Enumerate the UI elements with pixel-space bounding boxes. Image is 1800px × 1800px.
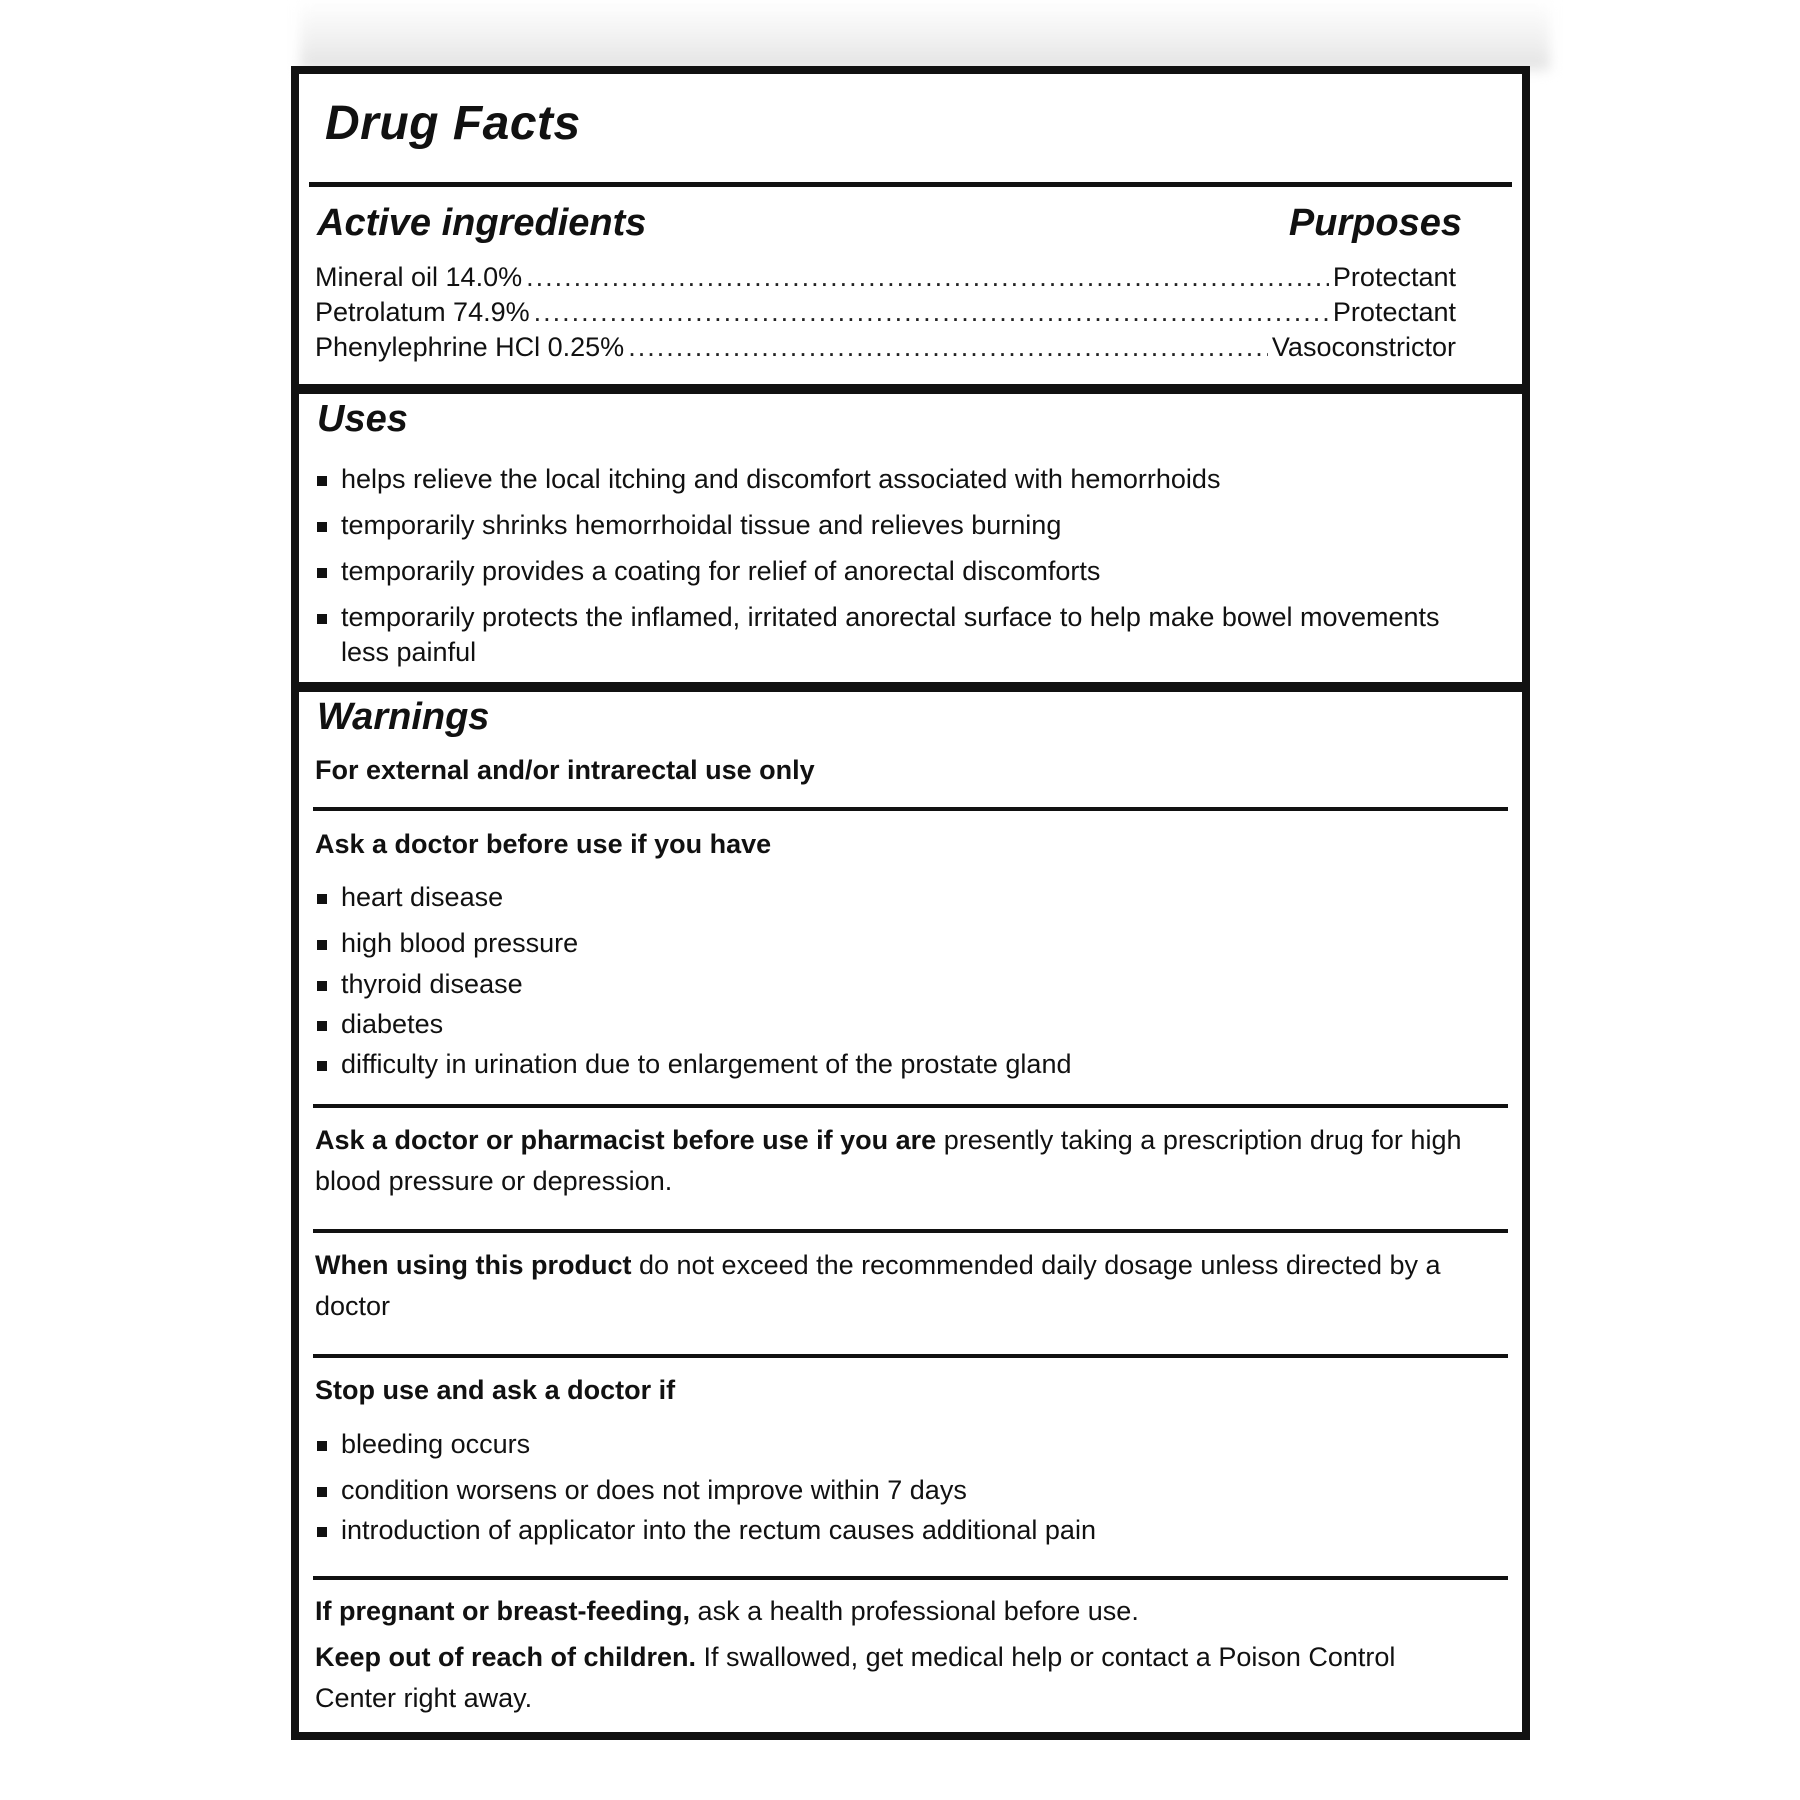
- ask-pharmacist-text: presently taking a prescription drug for high blood pressure or depression.: [315, 1125, 1462, 1196]
- list-item: bleeding occurs: [315, 1427, 1462, 1462]
- subsection-divider: [313, 1104, 1508, 1108]
- stop-use-heading: Stop use and ask a doctor if: [315, 1375, 676, 1405]
- ingredient-row: [315, 260, 1456, 294]
- top-shadow: [300, 0, 1550, 70]
- subsection-divider: [313, 1229, 1508, 1233]
- list-item: temporarily shrinks hemorrhoidal tissue and relieves burning: [315, 508, 1462, 543]
- ingredient-row: [315, 295, 1456, 329]
- ask-doctor-list: [315, 880, 1462, 1082]
- subsection-divider: [313, 1576, 1508, 1580]
- ingredient-name: Phenylephrine HCl 0.25%: [315, 332, 625, 362]
- ingredient-purpose: Protectant: [1332, 262, 1456, 292]
- ingredient-name: Mineral oil 14.0%: [315, 262, 523, 292]
- section-divider: [299, 384, 1522, 394]
- list-item: temporarily protects the inflamed, irritated anorectal surface to help make bowel movements less painful: [315, 600, 1462, 670]
- stop-use-list: [315, 1427, 1462, 1548]
- purposes-heading: Purposes: [1288, 202, 1462, 244]
- ask-doctor-heading: Ask a doctor before use if you have: [315, 829, 772, 859]
- children-text: If swallowed, get medical help or contact a Poison Control Center right away.: [315, 1642, 1396, 1713]
- ask-pharmacist-lead: Ask a doctor or pharmacist before use if you are: [315, 1125, 937, 1155]
- drug-facts-title: Drug Facts: [325, 97, 581, 150]
- active-ingredients-heading: Active ingredients: [317, 202, 647, 244]
- subsection-divider: [313, 807, 1508, 811]
- list-item: thyroid disease: [315, 967, 1462, 1002]
- warnings-heading: Warnings: [317, 696, 490, 738]
- pregnancy-text: ask a health professional before use.: [690, 1596, 1139, 1626]
- list-item: condition worsens or does not improve within 7 days: [315, 1473, 1462, 1508]
- list-item: temporarily provides a coating for relief of anorectal discomforts: [315, 554, 1462, 589]
- leader-dots: [534, 295, 1329, 329]
- list-item: high blood pressure: [315, 926, 1462, 961]
- uses-list: [315, 462, 1462, 670]
- list-item: heart disease: [315, 880, 1462, 915]
- ask-pharmacist-paragraph: [315, 1120, 1462, 1202]
- uses-heading: Uses: [317, 398, 408, 440]
- pregnancy-paragraph: [315, 1591, 1462, 1632]
- subsection-divider: [313, 1354, 1508, 1358]
- children-paragraph: [315, 1637, 1462, 1719]
- leader-dots: [628, 330, 1268, 364]
- list-item: introduction of applicator into the rectum causes additional pain: [315, 1513, 1462, 1548]
- when-using-text: do not exceed the recommended daily dosage unless directed by a doctor: [315, 1250, 1441, 1321]
- section-divider: [299, 682, 1522, 692]
- when-using-paragraph: [315, 1245, 1462, 1327]
- list-item: diabetes: [315, 1007, 1462, 1042]
- leader-dots: [526, 260, 1329, 294]
- drug-facts-panel: [291, 66, 1530, 1740]
- ingredient-purpose: Protectant: [1332, 297, 1456, 327]
- list-item: difficulty in urination due to enlargement of the prostate gland: [315, 1047, 1462, 1082]
- children-lead: Keep out of reach of children.: [315, 1642, 697, 1672]
- external-use-note: For external and/or intrarectal use only: [315, 755, 815, 785]
- when-using-lead: When using this product: [315, 1250, 632, 1280]
- ingredient-name: Petrolatum 74.9%: [315, 297, 530, 327]
- pregnancy-lead: If pregnant or breast-feeding,: [315, 1596, 691, 1626]
- list-item: helps relieve the local itching and discomfort associated with hemorrhoids: [315, 462, 1462, 497]
- ingredient-row: [315, 330, 1456, 364]
- ingredient-purpose: Vasoconstrictor: [1271, 332, 1456, 362]
- title-rule: [309, 182, 1512, 187]
